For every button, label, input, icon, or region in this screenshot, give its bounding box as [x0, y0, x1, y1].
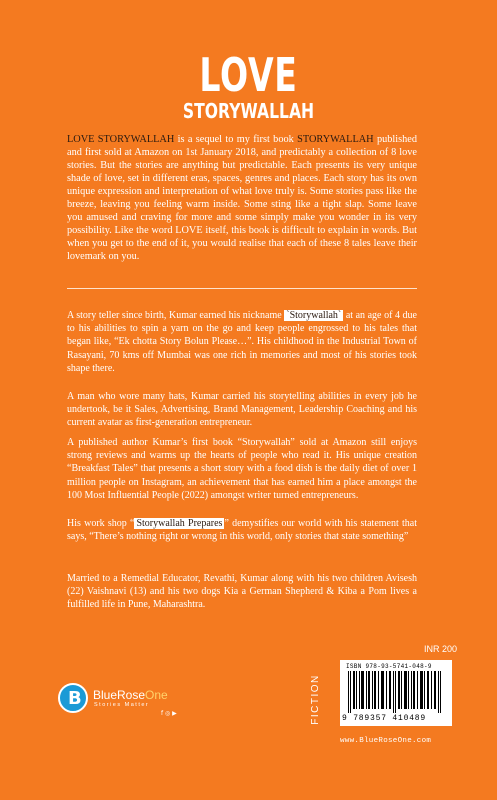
- book-subtitle: STORYWALLAH: [182, 99, 315, 123]
- bio-paragraph-3: A published author Kumar’s first book “Storywallah” sold at Amazon still enjoys strong reviews and warms up the hearts of people who read it. His unique creation “Breakfast Tales” that presents a short story with a food dish is the daily diet of over 1 million people on Instagram, an achievement that has earned him a place amongst the 100 Most Influential People (2022) amongst writer turned entrepreneurs.: [67, 437, 417, 501]
- publisher-website: www.BlueRoseOne.com: [340, 737, 432, 745]
- blurb-title-ref: LOVE STORYWALLAH: [67, 134, 175, 145]
- bio-paragraph-1: A story teller since birth, Kumar earned his nickname `Storywallah` at an age of 4 due to his abilities to spin a yarn on the go and keep people engrossed to his tales that began like, “Ek chotta Story Bolun Please…”. His childhood in the Industrial Town of Rasayani, 70 kms off Mumbai was one rich in memories and most of his stories took shape there.: [67, 310, 417, 374]
- bio-paragraph-5: Married to a Remedial Educator, Revathi, Kumar along with his two children Avisesh (22) Vaishnavi (13) and his two dogs Kia a German Shepherd & Kiba a Pom lives a fulfilled life in Pune, Maharashtra.: [67, 573, 417, 611]
- barcode-icon: [346, 671, 446, 713]
- publisher-logo: [58, 683, 188, 721]
- publisher-name: BlueRoseOne: [93, 688, 168, 702]
- book-blurb: LOVE STORYWALLAH is a sequel to my first book STORYWALLAH published and first sold at Amazon on 1st January 2018, and predictably a collection of 8 love stories. But the stories are anything but predictable. Each presents its very unique shade of love, set in different eras, spaces, genres and places. Each story has its own unique expression and interpretation of what love truly is. Some stories pass like the breeze, leaving you feeling warm inside. Some sting like a tight slap. Some leave you amused and craving for more and some simply make you wonder in its very possibility. Like the word LOVE itself, this book is difficult to explain in words. But when you get to the end of it, you would realise that each of these 8 tales leave their lovemark on you.: [67, 134, 417, 262]
- blurb-first-book-ref: STORYWALLAH: [297, 134, 374, 145]
- isbn-barcode: [340, 660, 452, 726]
- workshop-highlight: Storywallah Prepares: [136, 518, 223, 529]
- barcode-digits: 9 789357 410489: [342, 714, 427, 723]
- bio-paragraph-2: A man who wore many hats, Kumar carried his storytelling abilities in every job he undertook, be it Sales, Advertising, Brand Management, Leadership Coaching and his current avatar as first-generation entrepreneur.: [67, 391, 417, 429]
- nickname-highlight: `Storywallah`: [286, 310, 342, 321]
- book-title: LOVE: [199, 48, 298, 102]
- divider: [67, 288, 417, 289]
- publisher-tagline: Stories Matter: [94, 702, 150, 708]
- bio-paragraph-4: His work shop “ Storywallah Prepares ” demystifies our world with his statement that says, “There’s nothing right or wrong in this world, only stories that state something”: [67, 518, 417, 543]
- bluerose-logo-icon: B: [58, 683, 88, 713]
- genre-label: FICTION: [309, 674, 321, 725]
- price-label: INR 200: [424, 644, 458, 654]
- isbn-text: ISBN 978-93-5741-048-9: [346, 663, 432, 670]
- social-icons: f ◎ ▶: [161, 710, 177, 717]
